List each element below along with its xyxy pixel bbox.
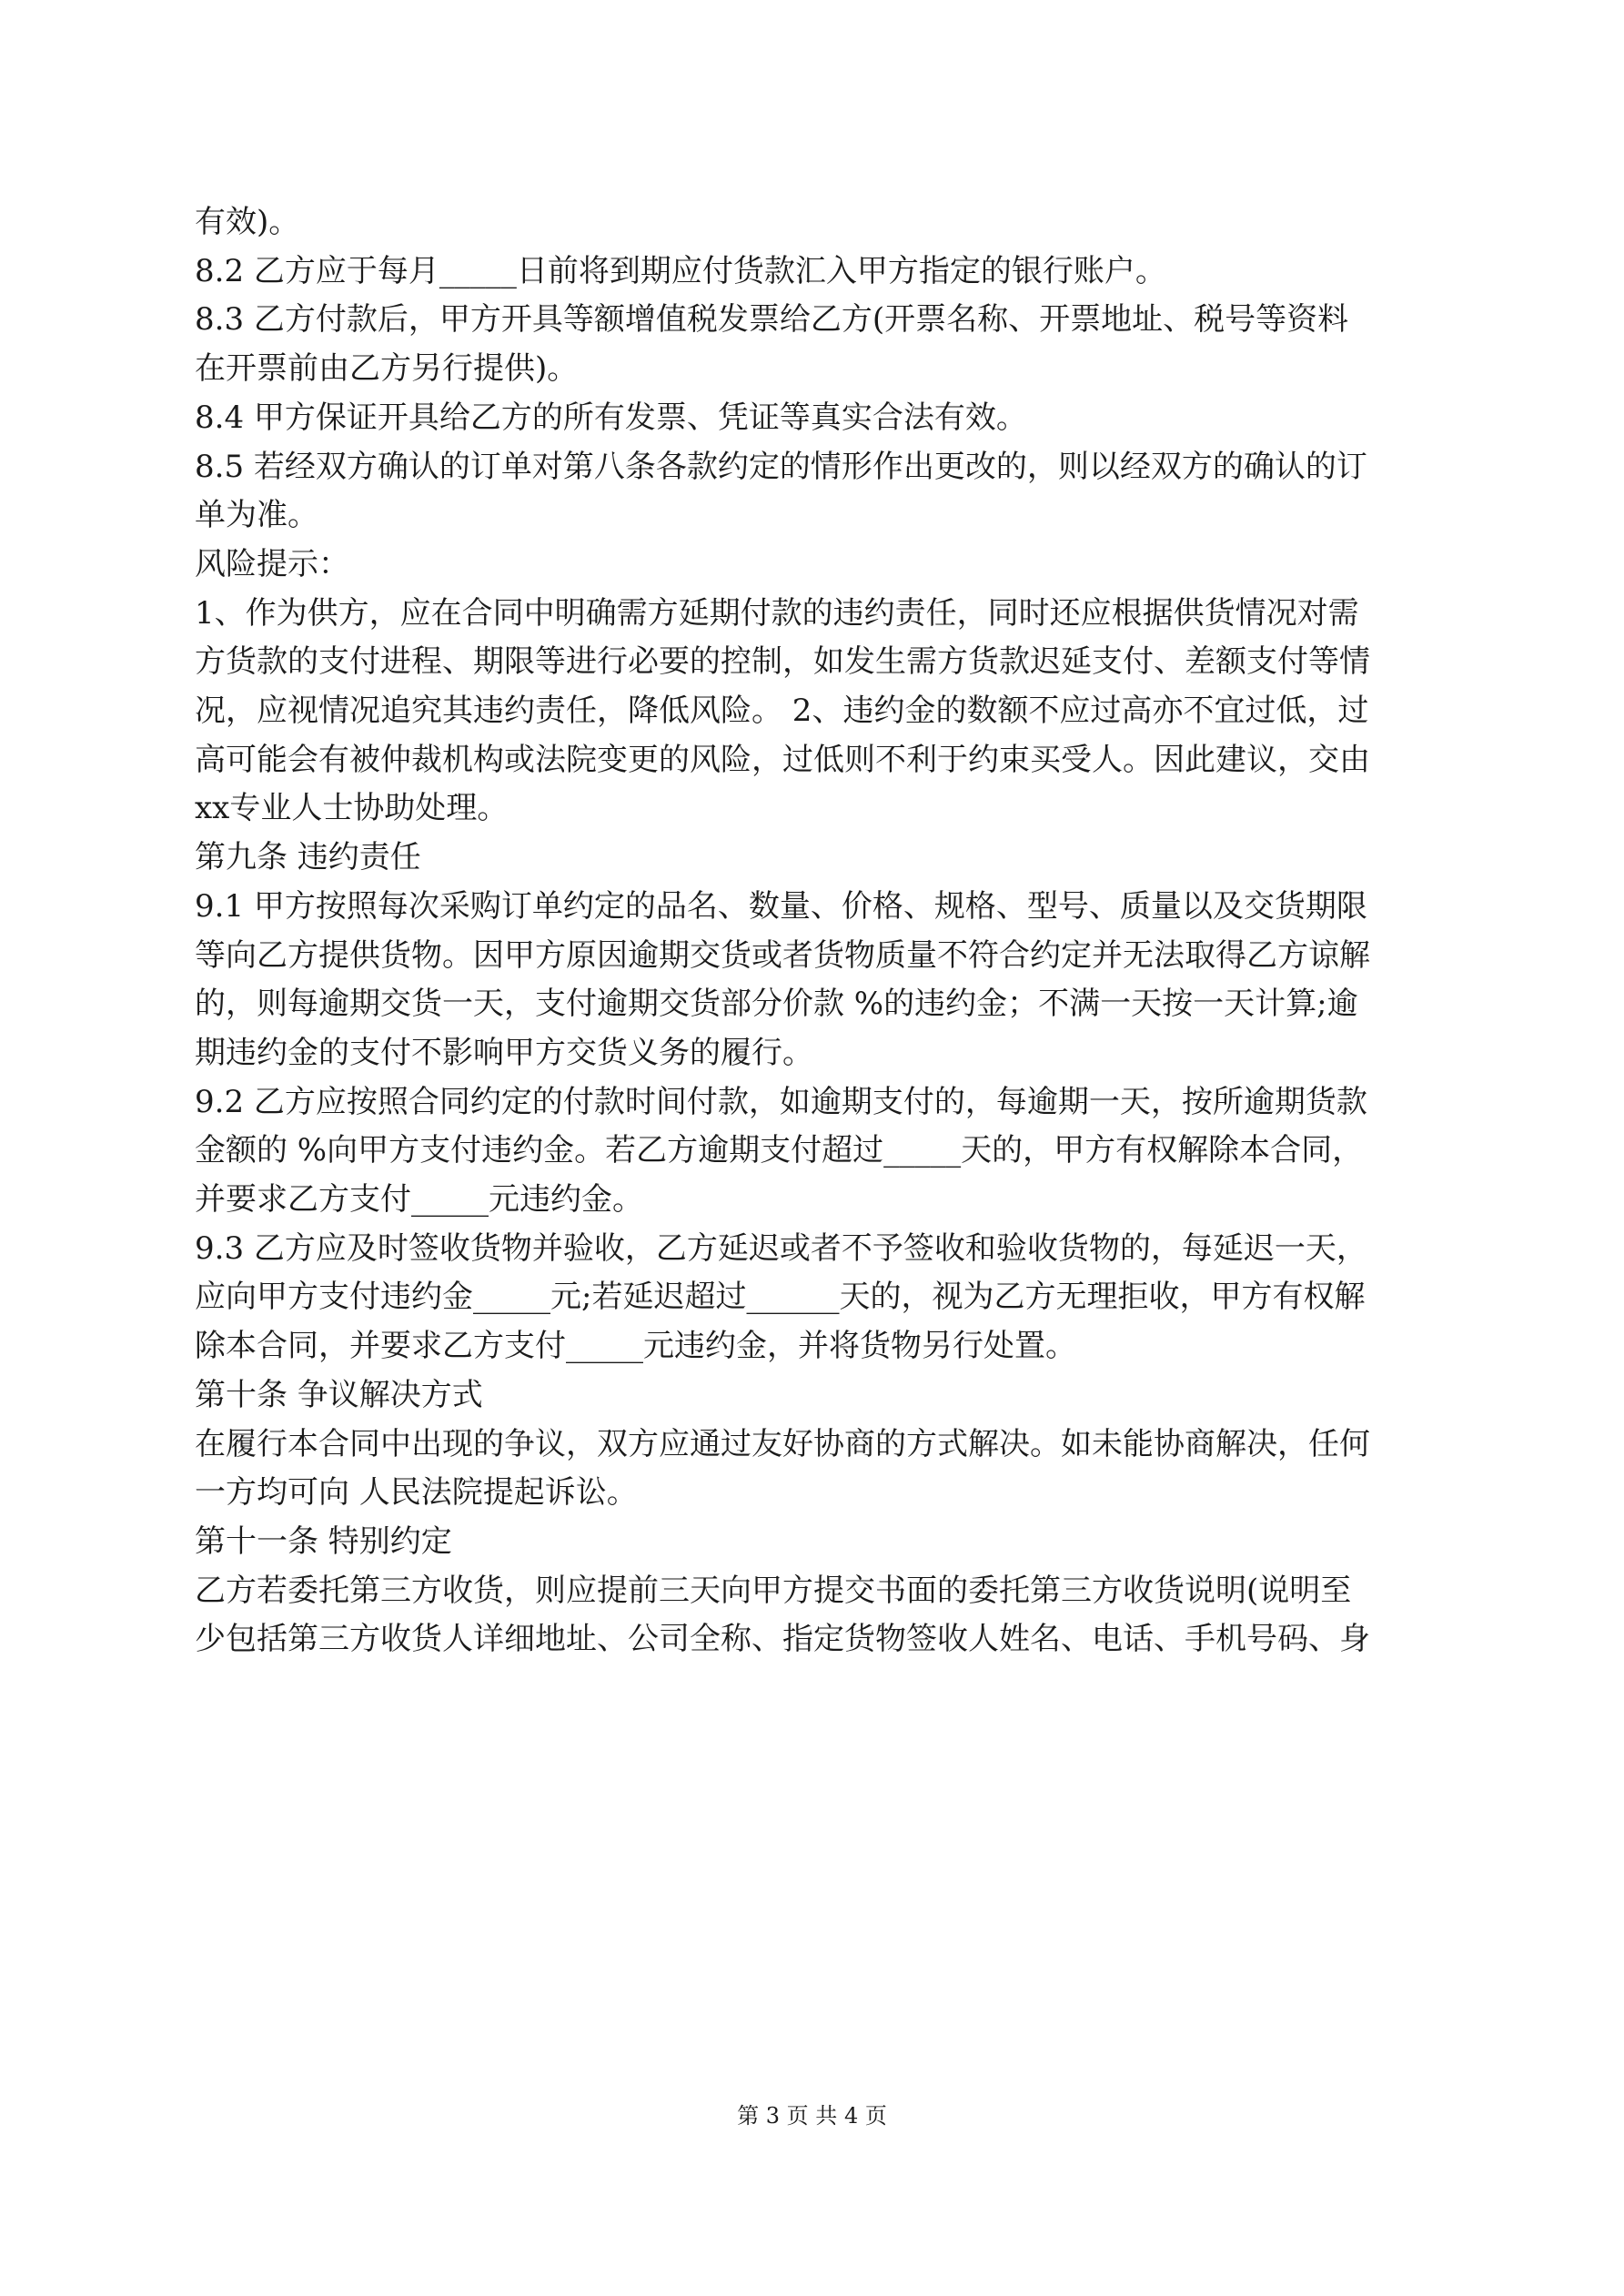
section-heading: 第十一条 特别约定 (195, 1522, 452, 1560)
text-line: 9.2 乙方应按照合同约定的付款时间付款，如逾期支付的，每逾期一天，按所逾期货款 (195, 1083, 1367, 1120)
text-line: 并要求乙方支付_____元违约金。 (195, 1181, 643, 1219)
text-line: 应向甲方支付违约金_____元;若延迟超过______天的，视为乙方无理拒收，甲方有权解 (195, 1279, 1366, 1316)
text-line: 8.5 若经双方确认的订单对第八条各款约定的情形作出更改的，则以经双方的确认的订 (195, 448, 1367, 485)
text-line: 况，应视情况追究其违约责任，降低风险。 2、违约金的数额不应过高亦不宜过低，过 (195, 693, 1369, 730)
text-line: 期违约金的支付不影响甲方交货义务的履行。 (195, 1034, 813, 1071)
text-line: 等向乙方提供货物。因甲方原因逾期交货或者货物质量不符合约定并无法取得乙方谅解 (195, 936, 1370, 974)
text-line: 乙方若委托第三方收货，则应提前三天向甲方提交书面的委托第三方收货说明(说明至 (195, 1572, 1352, 1609)
section-heading: 第十条 争议解决方式 (195, 1376, 483, 1413)
text-line: xx专业人士协助处理。 (195, 790, 509, 827)
text-line: 8.2 乙方应于每月_____日前将到期应付货款汇入甲方指定的银行账户。 (195, 252, 1166, 289)
section-heading: 第九条 违约责任 (195, 839, 421, 876)
text-line: 方货款的支付进程、期限等进行必要的控制，如发生需方货款迟延支付、差额支付等情 (195, 643, 1370, 681)
risk-heading: 风险提示： (195, 545, 349, 582)
text-line: 9.3 乙方应及时签收货物并验收，乙方延迟或者不予签收和验收货物的，每延迟一天， (195, 1229, 1367, 1267)
text-line: 有效)。 (195, 204, 300, 240)
text-line: 除本合同，并要求乙方支付_____元违约金，并将货物另行处置。 (195, 1328, 1076, 1365)
text-line: 8.4 甲方保证开具给乙方的所有发票、凭证等真实合法有效。 (195, 399, 1027, 436)
text-line: 1、作为供方，应在合同中明确需方延期付款的违约责任，同时还应根据供货情况对需 (195, 594, 1359, 632)
text-line: 单为准。 (195, 497, 318, 534)
text-line: 在开票前由乙方另行提供)。 (195, 350, 579, 388)
document-body (195, 198, 1441, 1664)
text-line: 一方均可向 人民法院提起诉讼。 (195, 1474, 638, 1512)
text-line: 的，则每逾期交货一天，支付逾期交货部分价款 %的违约金；不满一天按一天计算;逾 (195, 986, 1358, 1023)
text-line: 9.1 甲方按照每次采购订单约定的品名、数量、价格、规格、型号、质量以及交货期限 (195, 887, 1367, 925)
text-line: 8.3 乙方付款后，甲方开具等额增值税发票给乙方(开票名称、开票地址、税号等资料 (195, 301, 1349, 339)
text-line: 高可能会有被仲裁机构或法院变更的风险，过低则不利于约束买受人。因此建议，交由 (195, 741, 1370, 778)
text-line: 在履行本合同中出现的争议，双方应通过友好协商的方式解决。如未能协商解决，任何 (195, 1425, 1370, 1462)
text-line: 少包括第三方收货人详细地址、公司全称、指定货物签收人姓名、电话、手机号码、身 (195, 1621, 1370, 1658)
text-line: 金额的 %向甲方支付违约金。若乙方逾期支付超过_____天的，甲方有权解除本合同， (195, 1132, 1364, 1169)
page-number-footer: 第 3 页 共 4 页 (737, 2103, 887, 2129)
